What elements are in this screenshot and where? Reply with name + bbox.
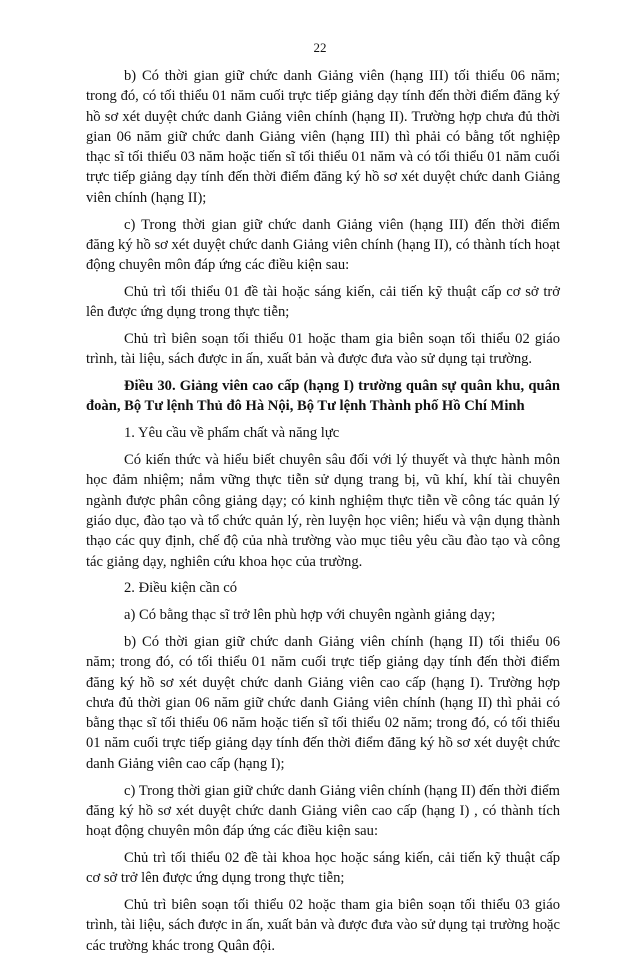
paragraph-article-29-item-c: c) Trong thời gian giữ chức danh Giảng viên (hạng III) đến thời điểm đăng ký hồ sơ xét duyệt chức danh Giảng viên chính (hạng II), có thành tích hoạt động chuyên môn đáp ứng các điều kiện sau: [86, 216, 560, 274]
section-1-heading: 1. Yêu cầu về phẩm chất và năng lực [124, 425, 340, 442]
paragraph-research-requirement-2: Chủ trì tối thiểu 02 đề tài khoa học hoặc sáng kiến, cải tiến kỹ thuật cấp cơ sở trở lên được ứng dụng trong thực tiễn; [86, 849, 560, 887]
paragraph-textbook-requirement-2: Chủ trì biên soạn tối thiểu 02 hoặc tham gia biên soạn tối thiểu 03 giáo trình, tài liệu, sách được in ấn, xuất bản và được đưa vào sử dụng tại trường hoặc các trường khác trong Quân đội. [86, 896, 560, 954]
paragraph-article-29-item-b: b) Có thời gian giữ chức danh Giảng viên (hạng III) tối thiểu 06 năm; trong đó, có tối thiểu 01 năm cuối trực tiếp giảng dạy tính đến thời điểm đăng ký hồ sơ xét duyệt chức danh Giảng viên chính (hạng II). Trường hợp chưa đủ thời gian 06 năm giữ chức danh Giảng viên (hạng III) thì phải có bằng tốt nghiệp thạc sĩ tối thiểu 03 năm hoặc tiến sĩ tối thiểu 01 năm và có tối thiểu 01 năm cuối trực tiếp giảng dạy tính đến thời điểm đăng ký hồ sơ xét duyệt chức danh Giảng viên chính (hạng II); [86, 68, 560, 206]
article-30-heading: Điều 30. Giảng viên cao cấp (hạng I) trường quân sự quân khu, quân đoàn, Bộ Tư lệnh Thủ đô Hà Nội, Bộ Tư lệnh Thành phố Hồ Chí Minh [86, 378, 560, 415]
section-2-heading: 2. Điều kiện cần có [124, 580, 238, 597]
paragraph-item-b: b) Có thời gian giữ chức danh Giảng viên chính (hạng II) tối thiểu 06 năm; trong đó, có tối thiểu 01 năm cuối trực tiếp giảng dạy tính đến thời điểm đăng ký hồ sơ xét duyệt chức danh Giảng viên cao cấp (hạng I). Trường hợp chưa đủ thời gian 06 năm giữ chức danh Giảng viên chính (hạng II) thì phải có bằng thạc sĩ tối thiểu 06 năm hoặc tiến sĩ tối thiểu 02 năm; trong đó, có tối thiểu 01 năm cuối trực tiếp giảng dạy tính đến thời điểm đăng ký hồ sơ xét duyệt chức danh Giảng viên cao cấp (hạng I); [86, 633, 560, 772]
paragraph-item-a: a) Có bằng thạc sĩ trở lên phù hợp với chuyên ngành giảng dạy; [124, 607, 496, 624]
paragraph-item-c: c) Trong thời gian giữ chức danh Giảng viên chính (hạng II) đến thời điểm đăng ký hồ sơ xét duyệt chức danh Giảng viên cao cấp (hạng I) , có thành tích hoạt động chuyên môn đáp ứng các điều kiện sau: [86, 782, 560, 840]
paragraph-qualities: Có kiến thức và hiểu biết chuyên sâu đối với lý thuyết và thực hành môn học đảm nhiệm; nắm vững thực tiễn sử dụng trang bị, vũ khí, khí tài chuyên ngành được phân công giảng dạy; có kinh nghiệm thực tiễn về công tác quản lý giáo dục, đào tạo và tổ chức quản lý, rèn luyện học viên; hiểu và vận dụng thành thạo các quy định, chế độ của nhà trường vào mục tiêu yêu cầu đào tạo và công tác giảng dạy, nghiên cứu khoa học của trường. [86, 452, 560, 570]
paragraph-research-requirement: Chủ trì tối thiểu 01 đề tài hoặc sáng kiến, cải tiến kỹ thuật cấp cơ sở trở lên được ứng dụng trong thực tiễn; [86, 283, 560, 321]
page-number: 22 [313, 40, 327, 55]
paragraph-textbook-requirement: Chủ trì biên soạn tối thiểu 01 hoặc tham gia biên soạn tối thiểu 02 giáo trình, tài liệu, sách được in ấn, xuất bản và được đưa vào sử dụng tại trường. [86, 331, 560, 368]
page-body [86, 66, 560, 962]
